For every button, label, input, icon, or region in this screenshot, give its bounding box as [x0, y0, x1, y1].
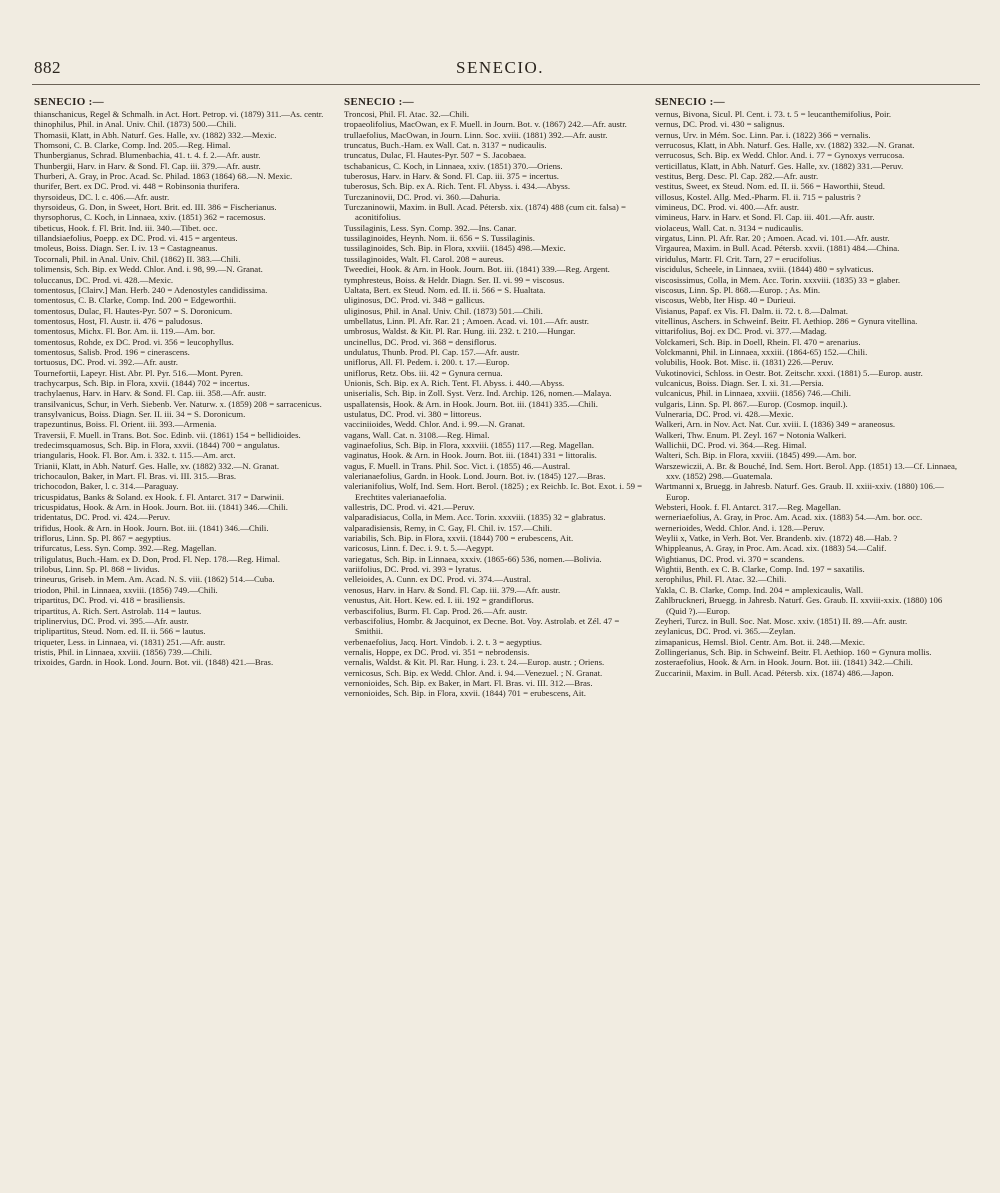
index-entry: vallestris, DC. Prod. vi. 421.—Peruv.	[344, 502, 475, 513]
index-entry: volubilis, Hook. Bot. Misc. ii. (1831) 226.—Peruv.	[655, 357, 834, 368]
index-entry: verrucosus, Klatt, in Abh. Naturf. Ges. Halle, xv. (1882) 332.—N. Granat.	[655, 140, 915, 151]
index-entry: tuberosus, Sch. Bip. ex A. Rich. Tent. Fl. Abyss. i. 434.—Abyss.	[344, 181, 571, 192]
index-entry: Thurberi, A. Gray, in Proc. Acad. Sc. Philad. 1863 (1864) 68.—N. Mexic.	[34, 171, 293, 182]
index-entry: trachycarpus, Sch. Bip. in Flora, xxvii. (1844) 702 = incertus.	[34, 377, 250, 388]
index-entry: truncatus, Buch.-Ham. ex Wall. Cat. n. 3137 = nudicaulis.	[344, 140, 547, 151]
header-rule	[32, 84, 980, 85]
index-entry: Wartmanni x, Bruegg. in Jahresb. Naturf. Ges. Graub. II. xxiii-xxiv. (1880) 106.—Europ.	[655, 481, 944, 502]
index-entry: tredecimsquamosus, Sch. Bip. in Flora, xxvii. (1844) 700 = angulatus.	[34, 440, 280, 450]
column-heading: SENECIO :—	[655, 96, 725, 108]
index-entry: tmoleus, Boiss. Diagn. Ser. I. iv. 13 = Castagneanus.	[34, 243, 218, 254]
index-entry: toluccanus, DC. Prod. vi. 428.—Mexic.	[34, 274, 174, 285]
index-entry: Walteri, Sch. Bip. in Flora, xxviii. (1845) 499.—Am. bor.	[655, 450, 857, 461]
index-entry: triflorus, Linn. Sp. Pl. 867 = aegyptius.	[34, 533, 171, 544]
index-entry: xerophilus, Phil. Fl. Atac. 32.—Chili.	[655, 574, 787, 585]
index-entry: tripartitus, A. Rich. Sert. Astrolab. 114 = lautus.	[34, 605, 202, 616]
index-entry: trachylaenus, Harv. in Harv. & Sond. Fl. Cap. iii. 358.—Afr. austr.	[34, 388, 267, 399]
index-entry: tropaeolifolius, MacOwan, ex F. Muell. in Journ. Bot. v. (1867) 242.—Afr. austr.	[344, 119, 627, 130]
index-entry: zeylanicus, DC. Prod. vi. 365.—Zeylan.	[655, 626, 796, 637]
index-entry: Unionis, Sch. Bip. ex A. Rich. Tent. Fl. Abyss. i. 440.—Abyss.	[344, 377, 565, 388]
index-entry: uniserialis, Sch. Bip. in Zoll. Syst. Verz. Ind. Archip. 126, nomen.—Malaya.	[344, 388, 612, 399]
column-entries	[344, 109, 649, 699]
index-entry: valparadisiensis, Remy, in C. Gay, Fl. Chil. iv. 157.—Chili.	[344, 522, 553, 533]
index-entry: tristis, Phil. in Linnaea, xxviii. (1856) 739.—Chili.	[34, 646, 212, 657]
index-entry: verrucosus, Sch. Bip. ex Wedd. Chlor. And. i. 77 = Gynoxys verrucosa.	[655, 150, 905, 161]
index-entry: thyrsoideus, G. Don, in Sweet, Hort. Brit. ed. III. 386 = Fischerianus.	[34, 202, 277, 213]
index-entry: tomentosus, Salisb. Prod. 196 = cinerascens.	[34, 346, 190, 357]
index-entry: Thomsoni, C. B. Clarke, Comp. Ind. 205.—Reg. Himal.	[34, 140, 231, 151]
index-entry: tortuosus, DC. Prod. vi. 392.—Afr. austr.	[34, 357, 178, 368]
index-entry: tussilaginoides, Heynh. Nom. ii. 656 = S. Tussilaginis.	[344, 233, 535, 244]
index-entry: venustus, Ait. Hort. Kew. ed. I. iii. 192 = grandiflorus.	[344, 595, 534, 606]
index-entry: vernonioides, Sch. Bip. ex Baker, in Mart. Fl. Bras. vi. III. 312.—Bras.	[344, 677, 593, 688]
index-entry: vimineus, DC. Prod. vi. 400.—Afr. austr.	[655, 202, 799, 213]
index-entry: tussilaginoides, Walt. Fl. Carol. 208 = aureus.	[344, 253, 504, 264]
index-entry: Zuccarinii, Maxim. in Bull. Acad. Pétersb. xix. (1874) 486.—Japon.	[655, 667, 894, 678]
index-entry: vitellinus, Aschers. in Schweinf. Beitr. Fl. Aethiop. 286 = Gynura vitellina.	[655, 315, 918, 326]
column-entries	[34, 109, 339, 668]
index-entry: variabilis, Sch. Bip. in Flora, xxvii. (1844) 700 = erubescens, Ait.	[344, 533, 574, 544]
index-entry: Zahlbruckneri, Bruegg. in Jahresb. Naturf. Ges. Graub. II. xxviii-xxix. (1880) 106 (Quid ?).—Europ.	[655, 595, 945, 616]
index-entry: Zollingerianus, Sch. Bip. in Schweinf. Beitr. Fl. Aethiop. 160 = Gynura mollis.	[655, 646, 932, 657]
index-entry: uncinellus, DC. Prod. vi. 368 = densiflorus.	[344, 336, 497, 347]
index-entry: undulatus, Thunb. Prod. Pl. Cap. 157.—Afr. austr.	[344, 346, 520, 357]
index-entry: triodon, Phil. in Linnaea, xxviii. (1856) 749.—Chili.	[34, 584, 218, 595]
index-entry: Zeyheri, Turcz. in Bull. Soc. Nat. Mosc. xxiv. (1851) II. 89.—Afr. austr.	[655, 615, 908, 626]
index-entry: tuberosus, Harv. in Harv. & Sond. Fl. Cap. iii. 375 = incertus.	[344, 171, 559, 182]
column-heading: SENECIO :—	[34, 96, 104, 108]
index-entry: virgatus, Linn. Pl. Afr. Rar. 20 ; Amoen. Acad. vi. 101.—Afr. austr.	[655, 233, 890, 244]
index-entry: viscosus, Webb, Iter Hisp. 40 = Durieui.	[655, 295, 796, 306]
index-entry: vernalis, Waldst. & Kit. Pl. Rar. Hung. i. 23. t. 24.—Europ. austr. ; Oriens.	[344, 657, 605, 668]
index-entry: uniflorus, All. Fl. Pedem. i. 200. t. 17.—Europ.	[344, 357, 510, 368]
index-entry: vernus, DC. Prod. vi. 430 = salignus.	[655, 119, 785, 130]
index-entry: Tocornali, Phil. in Anal. Univ. Chil. (1862) II. 383.—Chili.	[34, 253, 241, 264]
index-entry: verbascifolius, Burm. Fl. Cap. Prod. 26.—Afr. austr.	[344, 605, 528, 616]
index-entry: triligulatus, Buch.-Ham. ex D. Don, Prod. Fl. Nep. 178.—Reg. Himal.	[34, 553, 280, 564]
index-entry: truncatus, Dulac, Fl. Hautes-Pyr. 507 = S. Jacobaea.	[344, 150, 527, 161]
index-entry: Tournefortii, Lapeyr. Hist. Abr. Pl. Pyr. 516.—Mont. Pyren.	[34, 367, 243, 378]
index-entry: Walkeri, Thw. Enum. Pl. Zeyl. 167 = Notonia Walkeri.	[655, 429, 847, 440]
index-entry: vulgaris, Linn. Sp. Pl. 867.—Europ. (Cosmop. inquil.).	[655, 398, 848, 409]
index-entry: Wightianus, DC. Prod. vi. 370 = scandens.	[655, 553, 805, 564]
index-entry: trifidus, Hook. & Arn. in Hook. Journ. Bot. iii. (1841) 346.—Chili.	[34, 522, 269, 533]
index-entry: Trianii, Klatt, in Abh. Naturf. Ges. Halle, xv. (1882) 332.—N. Granat.	[34, 460, 280, 471]
index-entry: vernicosus, Sch. Bip. ex Wedd. Chlor. And. i. 94.—Venezuel. ; N. Granat.	[344, 667, 603, 678]
index-entry: Weylii x, Vatke, in Verh. Bot. Ver. Brandenb. xiv. (1872) 48.—Hab. ?	[655, 533, 898, 544]
index-entry: Troncosi, Phil. Fl. Atac. 32.—Chili.	[344, 109, 470, 119]
index-entry: tymphresteus, Boiss. & Heldr. Diagn. Ser. II. vi. 99 = viscosus.	[344, 274, 565, 285]
index-entry: Whippleanus, A. Gray, in Proc. Am. Acad. xix. (1883) 54.—Calif.	[655, 543, 887, 554]
index-column-1	[34, 96, 339, 668]
index-entry: vernus, Urv. in Mém. Soc. Linn. Par. i. (1822) 366 = vernalis.	[655, 129, 871, 140]
index-entry: tricuspidatus, Hook. & Arn. in Hook. Journ. Bot. iii. (1841) 346.—Chili.	[34, 502, 288, 513]
index-entry: tomentosus, Host, Fl. Austr. ii. 476 = paludosus.	[34, 315, 203, 326]
index-entry: Turczaninovii, DC. Prod. vi. 360.—Dahuria.	[344, 191, 501, 202]
index-entry: Ualtata, Bert. ex Steud. Nom. ed. II. ii. 566 = S. Hualtata.	[344, 284, 546, 295]
index-entry: verticillatus, Klatt, in Abh. Naturf. Ges. Halle, xv. (1882) 331.—Peruv.	[655, 160, 904, 171]
index-entry: zosteraefolius, Hook. & Arn. in Hook. Journ. Bot. iii. (1841) 342.—Chili.	[655, 657, 913, 668]
index-entry: vestitus, Sweet, ex Steud. Nom. ed. II. ii. 566 = Haworthii, Steud.	[655, 181, 885, 192]
index-entry: vimineus, Harv. in Harv. et Sond. Fl. Cap. iii. 401.—Afr. austr.	[655, 212, 875, 223]
index-entry: thyrsoideus, DC. l. c. 406.—Afr. austr.	[34, 191, 170, 202]
index-entry: uliginosus, DC. Prod. vi. 348 = gallicus.	[344, 295, 485, 306]
index-entry: Volckmanni, Phil. in Linnaea, xxxiii. (1864-65) 152.—Chili.	[655, 346, 868, 357]
index-entry: Thomasii, Klatt, in Abh. Naturf. Ges. Halle, xv. (1882) 332.—Mexic.	[34, 129, 277, 140]
index-entry: trichocaulon, Baker, in Mart. Fl. Bras. vi. III. 315.—Bras.	[34, 471, 237, 482]
index-entry: tibeticus, Hook. f. Fl. Brit. Ind. iii. 340.—Tibet. occ.	[34, 222, 218, 233]
index-entry: zimapanicus, Hemsl. Biol. Centr. Am. Bot. ii. 248.—Mexic.	[655, 636, 865, 647]
index-entry: trichocodon, Baker, l. c. 314.—Paraguay.	[34, 481, 179, 492]
index-entry: umbrosus, Waldst. & Kit. Pl. Rar. Hung. iii. 232. t. 210.—Hungar.	[344, 326, 576, 337]
index-entry: trilobus, Linn. Sp. Pl. 868 = lividus.	[34, 564, 160, 575]
index-entry: varicosus, Linn. f. Dec. i. 9. t. 5.—Aegypt.	[344, 543, 494, 554]
index-entry: uspallatensis, Hook. & Arn. in Hook. Journ. Bot. iii. (1841) 335.—Chili.	[344, 398, 598, 409]
index-entry: violaceus, Wall. Cat. n. 3134 = nudicaulis.	[655, 222, 804, 233]
index-entry: umbellatus, Linn. Pl. Afr. Rar. 21 ; Amoen. Acad. vi. 101.—Afr. austr.	[344, 315, 589, 326]
index-entry: tricuspidatus, Banks & Soland. ex Hook. f. Fl. Antarct. 317 = Darwinii.	[34, 491, 284, 502]
index-entry: triplinervius, DC. Prod. vi. 395.—Afr. austr.	[34, 615, 189, 626]
index-entry: wernerioides, Wedd. Chlor. And. i. 128.—Peruv.	[655, 522, 825, 533]
index-entry: thianschanicus, Regel & Schmalh. in Act. Hort. Petrop. vi. (1879) 311.—As. centr.	[34, 109, 324, 119]
index-entry: tomentosus, [Clairv.] Man. Herb. 240 = Adenostyles candidissima.	[34, 284, 268, 295]
column-heading: SENECIO :—	[344, 96, 414, 108]
index-entry: vacciniioides, Wedd. Chlor. And. i. 99.—N. Granat.	[344, 419, 525, 430]
index-entry: tridentatus, DC. Prod. vi. 424.—Peruv.	[34, 512, 171, 523]
index-entry: thinophilus, Phil. in Anal. Univ. Chil. (1873) 500.—Chili.	[34, 119, 237, 130]
index-entry: vaginatus, Hook. & Arn. in Hook. Journ. Bot. iii. (1841) 331 = littoralis.	[344, 450, 597, 461]
index-entry: viscidulus, Scheele, in Linnaea, xviii. (1844) 480 = sylvaticus.	[655, 264, 874, 275]
index-entry: Thunbergianus, Schrad. Blumenbachia, 41. t. 4. f. 2.—Afr. austr.	[34, 150, 261, 161]
index-entry: Thunbergii, Harv. in Harv. & Sond. Fl. Cap. iii. 379.—Afr. austr.	[34, 160, 261, 171]
index-entry: Virgaurea, Maxim. in Bull. Acad. Pétersb. xxvii. (1881) 484.—China.	[655, 243, 900, 254]
index-entry: werneriaefolius, A. Gray, in Proc. Am. Acad. xix. (1883) 54.—Am. bor. occ.	[655, 512, 923, 523]
index-entry: variegatus, Sch. Bip. in Linnaea, xxxiv. (1865-66) 536, nomen.—Bolivia.	[344, 553, 602, 564]
index-entry: Wightii, Benth. ex C. B. Clarke, Comp. Ind. 197 = saxatilis.	[655, 564, 865, 575]
index-entry: vulcanicus, Phil. in Linnaea, xxviii. (1856) 746.—Chili.	[655, 388, 851, 399]
index-entry: trixoides, Gardn. in Hook. Lond. Journ. Bot. vii. (1848) 421.—Bras.	[34, 657, 274, 668]
index-entry: thyrsophorus, C. Koch, in Linnaea, xxiv. (1851) 362 = racemosus.	[34, 212, 266, 223]
index-entry: tomentosus, C. B. Clarke, Comp. Ind. 200 = Edgeworthii.	[34, 295, 237, 306]
index-entry: valerianaefolius, Gardn. in Hook. Lond. Journ. Bot. iv. (1845) 127.—Bras.	[344, 471, 606, 482]
index-entry: vernus, Bivona, Sicul. Pl. Cent. i. 73. t. 5 = leucanthemifolius, Poir.	[655, 109, 892, 119]
index-entry: Tweediei, Hook. & Arn. in Hook. Journ. Bot. iii. (1841) 339.—Reg. Argent.	[344, 264, 610, 275]
index-entry: Walkeri, Arn. in Nov. Act. Nat. Cur. xviii. I. (1836) 349 = araneosus.	[655, 419, 896, 430]
column-entries	[655, 109, 960, 678]
index-entry: triangularis, Hook. Fl. Bor. Am. i. 332. t. 115.—Am. arct.	[34, 450, 236, 461]
index-entry: tomentosus, Michx. Fl. Bor. Am. ii. 119.—Am. bor.	[34, 326, 216, 337]
index-entry: trineurus, Griseb. in Mem. Am. Acad. N. S. viii. (1862) 514.—Cuba.	[34, 574, 275, 585]
index-entry: Tussilaginis, Less. Syn. Comp. 392.—Ins. Canar.	[344, 222, 517, 233]
index-entry: vagans, Wall. Cat. n. 3108.—Reg. Himal.	[344, 429, 490, 440]
index-entry: verbenaefolius, Jacq. Hort. Vindob. i. 2. t. 3 = aegyptius.	[344, 636, 542, 647]
index-entry: valerianifolius, Wolf, Ind. Sem. Hort. Berol. (1825) ; ex Reichb. Ic. Bot. Exot. i. 59 = Erechtites valerianaefolia.	[344, 481, 645, 502]
page-title: SENECIO.	[455, 58, 545, 77]
index-entry: vestitus, Berg. Desc. Pl. Cap. 282.—Afr. austr.	[655, 171, 819, 182]
index-column-3	[655, 96, 960, 678]
index-entry: Vulneraria, DC. Prod. vi. 428.—Mexic.	[655, 408, 794, 419]
index-entry: viscosissimus, Colla, in Mem. Acc. Torin. xxxviii. (1835) 33 = glaber.	[655, 274, 901, 285]
index-entry: tschabanicus, C. Koch, in Linnaea, xxiv. (1851) 370.—Oriens.	[344, 160, 563, 171]
index-entry: tussilaginoides, Sch. Bip. in Flora, xxviii. (1845) 498.—Mexic.	[344, 243, 566, 254]
index-entry: variifolius, DC. Prod. vi. 393 = lyratus.	[344, 564, 482, 575]
index-entry: trullaefolius, MacOwan, in Journ. Linn. Soc. xviii. (1881) 392.—Afr. austr.	[344, 129, 608, 140]
index-entry: trifurcatus, Less. Syn. Comp. 392.—Reg. Magellan.	[34, 543, 217, 554]
index-entry: Volckameri, Sch. Bip. in Doell, Rhein. Fl. 470 = arenarius.	[655, 336, 861, 347]
index-entry: tolimensis, Sch. Bip. ex Wedd. Chlor. And. i. 98, 99.—N. Granat.	[34, 264, 263, 275]
index-entry: tripartitus, DC. Prod. vi. 418 = brasiliensis.	[34, 595, 186, 606]
index-entry: tomentosus, Rohde, ex DC. Prod. vi. 356 = leucophyllus.	[34, 336, 234, 347]
index-entry: vagus, F. Muell. in Trans. Phil. Soc. Vict. i. (1855) 46.—Austral.	[344, 460, 571, 471]
index-entry: triplipartitus, Steud. Nom. ed. II. ii. 566 = lautus.	[34, 626, 206, 637]
index-entry: tillandsiaefolius, Poepp. ex DC. Prod. vi. 415 = argenteus.	[34, 233, 238, 244]
index-entry: vulcanicus, Boiss. Diagn. Ser. I. xi. 31.—Persia.	[655, 377, 824, 388]
index-entry: Yakla, C. B. Clarke, Comp. Ind. 204 = amplexicaulis, Wall.	[655, 584, 864, 595]
index-entry: transilvanicus, Schur, in Verh. Siebenb. Ver. Naturw. x. (1859) 208 = sarracenicus.	[34, 398, 322, 409]
index-entry: uniflorus, Retz. Obs. iii. 42 = Gynura cernua.	[344, 367, 503, 378]
index-entry: villosus, Kostel. Allg. Med.-Pharm. Fl. ii. 715 = palustris ?	[655, 191, 861, 202]
index-entry: thurifer, Bert. ex DC. Prod. vi. 448 = Robinsonia thurifera.	[34, 181, 240, 192]
index-entry: transylvanicus, Boiss. Diagn. Ser. II. iii. 34 = S. Doronicum.	[34, 408, 246, 419]
index-entry: uliginosus, Phil. in Anal. Univ. Chil. (1873) 501.—Chili.	[344, 305, 543, 316]
index-entry: venosus, Harv. in Harv. & Sond. Fl. Cap. iii. 379.—Afr. austr.	[344, 584, 561, 595]
index-entry: vernalis, Hoppe, ex DC. Prod. vi. 351 = nebrodensis.	[344, 646, 530, 657]
index-entry: velleioides, A. Cunn. ex DC. Prod. vi. 374.—Austral.	[344, 574, 531, 585]
index-entry: valparadisiacus, Colla, in Mem. Acc. Torin. xxxviii. (1835) 32 = glabratus.	[344, 512, 606, 523]
index-entry: vittarifolius, Boj. ex DC. Prod. vi. 377.—Madag.	[655, 326, 827, 337]
index-entry: trapezuntinus, Boiss. Fl. Orient. iii. 393.—Armenia.	[34, 419, 217, 430]
index-column-2	[344, 96, 649, 699]
index-entry: triqueter, Less. in Linnaea, vi. (1831) 251.—Afr. austr.	[34, 636, 226, 647]
index-entry: Turczaninowii, Maxim. in Bull. Acad. Pétersb. xix. (1874) 488 (cum cit. falsa) = aconitifolius.	[344, 202, 629, 223]
index-entry: Websteri, Hook. f. Fl. Antarct. 317.—Reg. Magellan.	[655, 502, 841, 513]
index-entry: verbascifolius, Hombr. & Jacquinot, ex Decne. Bot. Voy. Astrolab. et Zél. 47 = Smithii.	[344, 615, 622, 637]
index-entry: Vukotinovici, Schloss. in Oestr. Bot. Zeitschr. xxxi. (1881) 5.—Europ. austr.	[655, 367, 923, 378]
index-entry: tomentosus, Dulac, Fl. Hautes-Pyr. 507 = S. Doronicum.	[34, 305, 233, 316]
index-entry: viridulus, Martr. Fl. Crit. Tarn, 27 = erucifolius.	[655, 253, 822, 264]
index-entry: vernonioides, Sch. Bip. in Flora, xxvii. (1844) 701 = erubescens, Ait.	[344, 688, 586, 699]
index-entry: viscosus, Linn. Sp. Pl. 868.—Europ. ; As. Min.	[655, 284, 821, 295]
index-entry: Visianus, Papaf. ex Vis. Fl. Dalm. ii. 72. t. 8.—Dalmat.	[655, 305, 848, 316]
index-entry: Wallichii, DC. Prod. vi. 364.—Reg. Himal.	[655, 440, 807, 450]
index-entry: vaginaefolius, Sch. Bip. in Flora, xxxviii. (1855) 117.—Reg. Magellan.	[344, 440, 594, 450]
page-number: 882	[34, 58, 61, 77]
index-entry: Traversii, F. Muell. in Trans. Bot. Soc. Edinb. vii. (1861) 154 = bellidioides.	[34, 429, 301, 440]
index-entry: Warszewiczii, A. Br. & Bouché, Ind. Sem. Hort. Berol. App. (1851) 13.—Cf. Linnaea, xxv. (1852) 298.—Guatemala.	[655, 460, 960, 482]
index-entry: ustulatus, DC. Prod. vi. 380 = littoreus.	[344, 408, 482, 419]
